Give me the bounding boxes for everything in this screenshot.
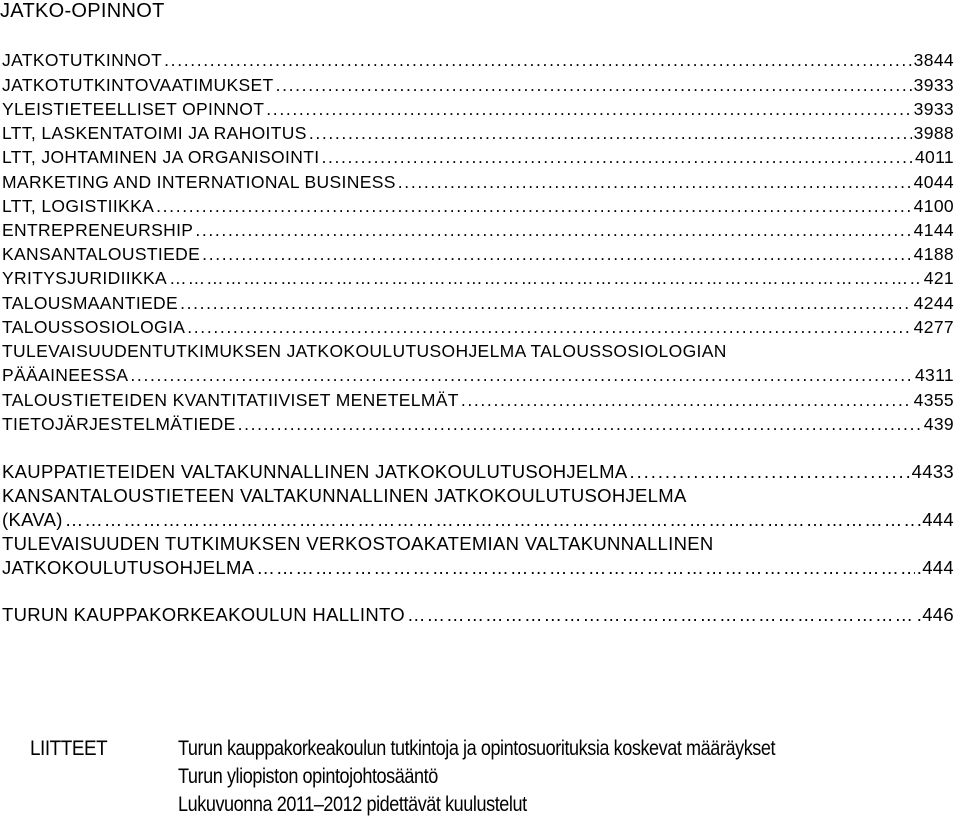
dot-leader xyxy=(266,98,911,121)
toc-entry-kauppatieteiden[interactable] xyxy=(2,460,954,483)
toc-entry-page: 4100 xyxy=(913,196,954,216)
toc-entry-taloussosiologia[interactable] xyxy=(2,316,954,339)
toc-entry-marketing[interactable] xyxy=(2,171,954,194)
toc-entry-jatkotutkintovaatimukset[interactable] xyxy=(2,74,954,97)
toc-entry-title-line: TULEVAISUUDENTUTKIMUKSEN JATKOKOULUTUSOHJELMA TALOUSSOSIOLOGIAN xyxy=(2,341,727,361)
dot-leader xyxy=(276,74,912,97)
toc-entry-page: 4144 xyxy=(913,220,954,240)
toc-entry-page: 3988 xyxy=(913,123,954,143)
toc-entry-title: TURUN KAUPPAKORKEAKOULUN HALLINTO xyxy=(2,604,405,625)
appendix-item[interactable]: Lukuvuonna 2011–2012 pidettävät kuulustelut xyxy=(178,793,527,816)
toc-entry-page: 4011 xyxy=(914,147,954,167)
page-title: JATKO-OPINNOT xyxy=(0,0,165,22)
toc-entry-page: 4244 xyxy=(913,293,954,313)
toc-entry-verkostoakatemia[interactable] xyxy=(2,556,954,579)
toc-entry-page: 4433 xyxy=(911,461,954,482)
dot-leader xyxy=(630,460,910,483)
toc-entry-kansantaloustiede[interactable] xyxy=(2,243,954,266)
ellipsis-leader xyxy=(65,508,915,531)
toc-entry-page: 439 xyxy=(923,414,954,434)
ellipsis-leader xyxy=(169,267,922,290)
toc-entry-page: .446 xyxy=(916,604,954,625)
toc-entry-jatkotutkinnot[interactable] xyxy=(2,49,954,72)
ellipsis-leader xyxy=(407,603,915,626)
toc-entry-title: JATKOTUTKINNOT xyxy=(2,50,163,70)
toc-entry-page: 3933 xyxy=(913,99,954,119)
toc-entry-hallinto[interactable] xyxy=(2,603,954,626)
ellipsis-leader xyxy=(256,556,914,579)
appendix-label: LIITTEET xyxy=(30,737,108,760)
dot-leader xyxy=(461,389,912,412)
dot-leader xyxy=(156,195,912,218)
toc-entry-title: TALOUSTIETEIDEN KVANTITATIIVISET MENETELMÄT xyxy=(2,390,459,410)
toc-entry-title: KANSANTALOUSTIEDE xyxy=(2,244,201,264)
toc-entry-title: ENTREPRENEURSHIP xyxy=(2,220,194,240)
toc-entry-page: 4277 xyxy=(913,317,954,337)
toc-entry-page: 4044 xyxy=(913,172,954,192)
dot-leader xyxy=(398,171,912,194)
dot-leader xyxy=(195,219,911,242)
toc-entry-page: 3844 xyxy=(913,50,954,70)
toc-entry-title: TALOUSSOSIOLOGIA xyxy=(2,317,186,337)
toc-entry-title: YRITYSJURIDIIKKA xyxy=(2,268,168,288)
dot-leader xyxy=(187,316,911,339)
toc-entry-logistiikka[interactable] xyxy=(2,195,954,218)
toc-entry-title: (KAVA) xyxy=(2,509,63,530)
toc-entry-page: .444 xyxy=(916,557,954,578)
appendix-item[interactable]: Turun yliopiston opintojohtosääntö xyxy=(178,765,438,788)
toc-entry-title: YLEISTIETEELLISET OPINNOT xyxy=(2,99,265,119)
toc-entry-page: 3933 xyxy=(913,75,954,95)
toc-entry-title: TIETOJÄRJESTELMÄTIEDE xyxy=(2,414,236,434)
toc-entry-title: TALOUSMAANTIEDE xyxy=(2,293,179,313)
toc-entry-entrepreneurship[interactable] xyxy=(2,219,954,242)
toc-entry-talousmaantiede[interactable] xyxy=(2,292,954,315)
toc-entry-laskentatoimi[interactable] xyxy=(2,122,954,145)
toc-entry-title: MARKETING AND INTERNATIONAL BUSINESS xyxy=(2,172,396,192)
toc-entry-title-line: KANSANTALOUSTIETEEN VALTAKUNNALLINEN JATKOKOULUTUSOHJELMA xyxy=(2,485,687,506)
toc-entry-yleistieteelliset-opinnot[interactable] xyxy=(2,98,954,121)
toc-entry-johtaminen[interactable] xyxy=(2,146,954,169)
toc-entry-title: LTT, JOHTAMINEN JA ORGANISOINTI xyxy=(2,147,320,167)
dot-leader xyxy=(238,413,922,436)
dot-leader xyxy=(180,292,912,315)
toc-entry-title: LTT, LOGISTIIKKA xyxy=(2,196,155,216)
toc-entry-title: PÄÄAINEESSA xyxy=(2,365,129,385)
toc-entry-yritysjuridiikka[interactable] xyxy=(2,267,954,290)
toc-entry-title: LTT, LASKENTATOIMI JA RAHOITUS xyxy=(2,123,307,143)
toc-entry-tulevaisuudentutkimus[interactable] xyxy=(2,364,954,387)
toc-entry-page: 421 xyxy=(923,268,954,288)
toc-entry-title: JATKOKOULUTUSOHJELMA xyxy=(2,557,255,578)
toc-entry-page: 4355 xyxy=(913,390,954,410)
dot-leader xyxy=(130,364,913,387)
toc-entry-page: 4188 xyxy=(913,244,954,264)
toc-entry-title: KAUPPATIETEIDEN VALTAKUNNALLINEN JATKOKOULUTUSOHJELMA xyxy=(2,461,628,482)
toc-entry-tietojarjestelmatiede[interactable] xyxy=(2,413,954,436)
toc-entry-page: .444 xyxy=(916,509,954,530)
dot-leader xyxy=(164,49,912,72)
toc-entry-page: 4311 xyxy=(914,365,954,385)
dot-leader xyxy=(321,146,913,169)
toc-entry-kvantitatiiviset[interactable] xyxy=(2,389,954,412)
appendix-item[interactable]: Turun kauppakorkeakoulun tutkintoja ja opintosuorituksia koskevat määräykset xyxy=(178,737,776,760)
toc-entry-title: JATKOTUTKINTOVAATIMUKSET xyxy=(2,75,274,95)
dot-leader xyxy=(202,243,911,266)
toc-entry-kava[interactable] xyxy=(2,508,954,531)
dot-leader xyxy=(309,122,912,145)
toc-entry-title-line: TULEVAISUUDEN TUTKIMUKSEN VERKOSTOAKATEMIAN VALTAKUNNALLINEN xyxy=(2,533,714,554)
